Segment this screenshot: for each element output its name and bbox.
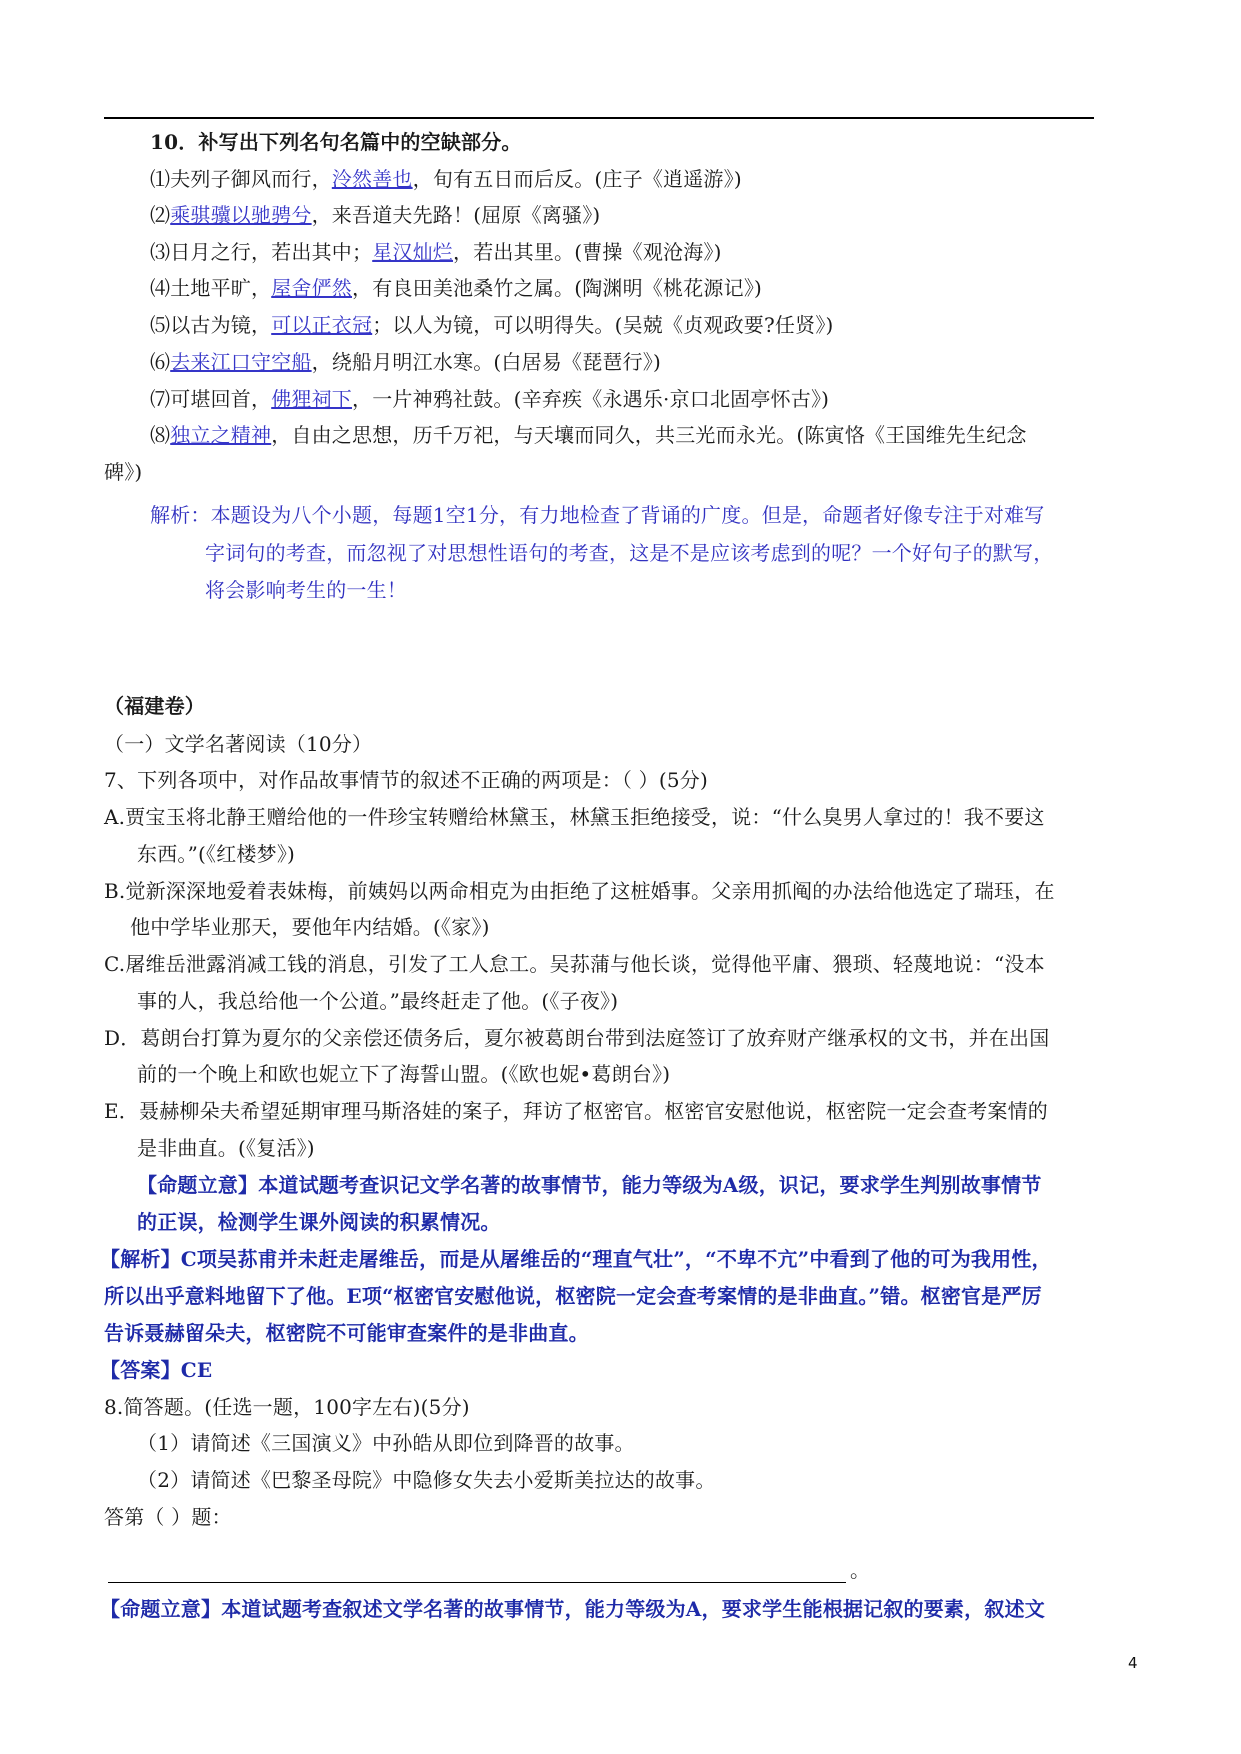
- header-rule: [104, 117, 1094, 119]
- section-heading: （福建卷）: [104, 694, 205, 718]
- answer-line: 【答案】CE: [100, 1358, 213, 1382]
- q10-item-3: ⑶日月之行，若出其中；星汉灿烂，若出其里。(曹操《观沧海》): [150, 240, 722, 264]
- answer-link[interactable]: 屋舍俨然: [271, 276, 353, 300]
- intent2-line-1: 【命题立意】本道试题考查叙述文学名著的故事情节，能力等级为A，要求学生能根据记叙的要素，叙述文: [100, 1597, 1045, 1621]
- option-d-continued: 前的一个晚上和欧也妮立下了海誓山盟。(《欧也妮•葛朗台》): [137, 1062, 671, 1086]
- option-c: C.屠维岳泄露消减工钱的消息，引发了工人怠工。吴荪蒲与他长谈，觉得他平庸、猥琐、轻蔑地说：“没本: [104, 952, 1045, 976]
- option-d: D．葛朗台打算为夏尔的父亲偿还债务后，夏尔被葛朗台带到法庭签订了放弃财产继承权的文书，并在出国: [104, 1026, 1050, 1050]
- q10-analysis-line-2: 字词句的考查，而忽视了对思想性语句的考查，这是不是应该考虑到的呢？一个好句子的默写，: [205, 541, 1054, 565]
- explanation-line-1: 【解析】C项吴荪甫并未赶走屠维岳，而是从屠维岳的“理直气壮”，“不卑不亢”中看到了他的可为我用性，: [100, 1247, 1052, 1271]
- q8-item-2: （2）请简述《巴黎圣母院》中隐修女失去小爱斯美拉达的故事。: [137, 1468, 716, 1492]
- answer-link[interactable]: 去来江口守空船: [170, 350, 312, 374]
- q10-item-4: ⑷土地平旷，屋舍俨然，有良田美池桑竹之属。(陶渊明《桃花源记》): [150, 276, 763, 300]
- q10-item-8: ⑻独立之精神，自由之思想，历千万祀，与天壤而同久，共三光而永光。(陈寅恪《王国维先生纪念: [150, 423, 1027, 447]
- q10-analysis-line-3: 将会影响考生的一生！: [205, 578, 407, 602]
- q10-item-7: ⑺可堪回首，佛狸祠下，一片神鸦社鼓。(辛弃疾《永遇乐·京口北固亭怀古》): [150, 387, 830, 411]
- option-e: E．聂赫柳朵夫希望延期审理马斯洛娃的案子，拜访了枢密官。枢密官安慰他说，枢密院一定会查考案情的: [104, 1099, 1048, 1123]
- q8-stem: 8.简答题。(任选一题，100字左右)(5分): [104, 1395, 470, 1419]
- option-e-continued: 是非曲直。(《复活》): [137, 1136, 315, 1160]
- q10-item-8-continued: 碑》): [104, 460, 143, 484]
- option-b: B.觉新深深地爱着表妹梅，前姨妈以两命相克为由拒绝了这桩婚事。父亲用抓阄的办法给他选定了瑞珏，在: [104, 879, 1055, 903]
- q10-item-5: ⑸以古为镜，可以正衣冠；以人为镜，可以明得失。(吴兢《贞观政要?任贤》): [150, 313, 834, 337]
- q10-title: 10．补写出下列名句名篇中的空缺部分。: [150, 130, 522, 154]
- answer-link[interactable]: 独立之精神: [170, 423, 272, 447]
- intent-line-1: 【命题立意】本道试题考查识记文学名著的故事情节，能力等级为A级，识记，要求学生判别故事情节: [137, 1173, 1042, 1197]
- answer-link[interactable]: 星汉灿烂: [372, 240, 454, 264]
- option-a: A.贾宝玉将北静王赠给他的一件珍宝转赠给林黛玉，林黛玉拒绝接受，说：“什么臭男人拿过的！我不要这: [104, 805, 1045, 829]
- q8-item-1: （1）请简述《三国演义》中孙皓从即位到降晋的故事。: [137, 1431, 635, 1455]
- answer-blank-line[interactable]: [108, 1582, 846, 1583]
- option-c-continued: 事的人，我总给他一个公道。”最终赶走了他。(《子夜》): [137, 989, 619, 1013]
- page-number: 4: [1128, 1654, 1138, 1672]
- answer-link[interactable]: 佛狸祠下: [271, 387, 353, 411]
- answer-link[interactable]: 可以正衣冠: [271, 313, 373, 337]
- intent-line-2: 的正误，检测学生课外阅读的积累情况。: [137, 1210, 501, 1234]
- option-a-continued: 东西。”(《红楼梦》): [137, 842, 296, 866]
- answer-period: 。: [850, 1558, 871, 1582]
- q10-item-2: ⑵乘骐骥以驰骋兮，来吾道夫先路！(屈原《离骚》): [150, 203, 601, 227]
- q10-item-6: ⑹去来江口守空船，绕船月明江水寒。(白居易《琵琶行》): [150, 350, 662, 374]
- q10-analysis-line-1: 解析：本题设为八个小题，每题1空1分，有力地检查了背诵的广度。但是，命题者好像专注于对难写: [150, 503, 1045, 527]
- answer-prompt: 答第（ ）题：: [104, 1505, 232, 1529]
- answer-link[interactable]: 乘骐骥以驰骋兮: [170, 203, 312, 227]
- q10-item-1: ⑴夫列子御风而行，泠然善也，旬有五日而后反。(庄子《逍遥游》): [150, 167, 742, 191]
- explanation-line-3: 告诉聂赫留朵夫，枢密院不可能审查案件的是非曲直。: [104, 1321, 589, 1345]
- explanation-line-2: 所以出乎意料地留下了他。E项“枢密官安慰他说，枢密院一定会查考案情的是非曲直。”错。枢密官是严厉: [104, 1284, 1042, 1308]
- subsection-heading: （一）文学名著阅读（10分）: [104, 732, 373, 756]
- answer-link[interactable]: 泠然善也: [331, 167, 413, 191]
- option-b-continued: 他中学毕业那天，要他年内结婚。(《家》): [130, 915, 490, 939]
- q7-stem: 7、下列各项中，对作品故事情节的叙述不正确的两项是：（ ）(5分): [104, 768, 709, 792]
